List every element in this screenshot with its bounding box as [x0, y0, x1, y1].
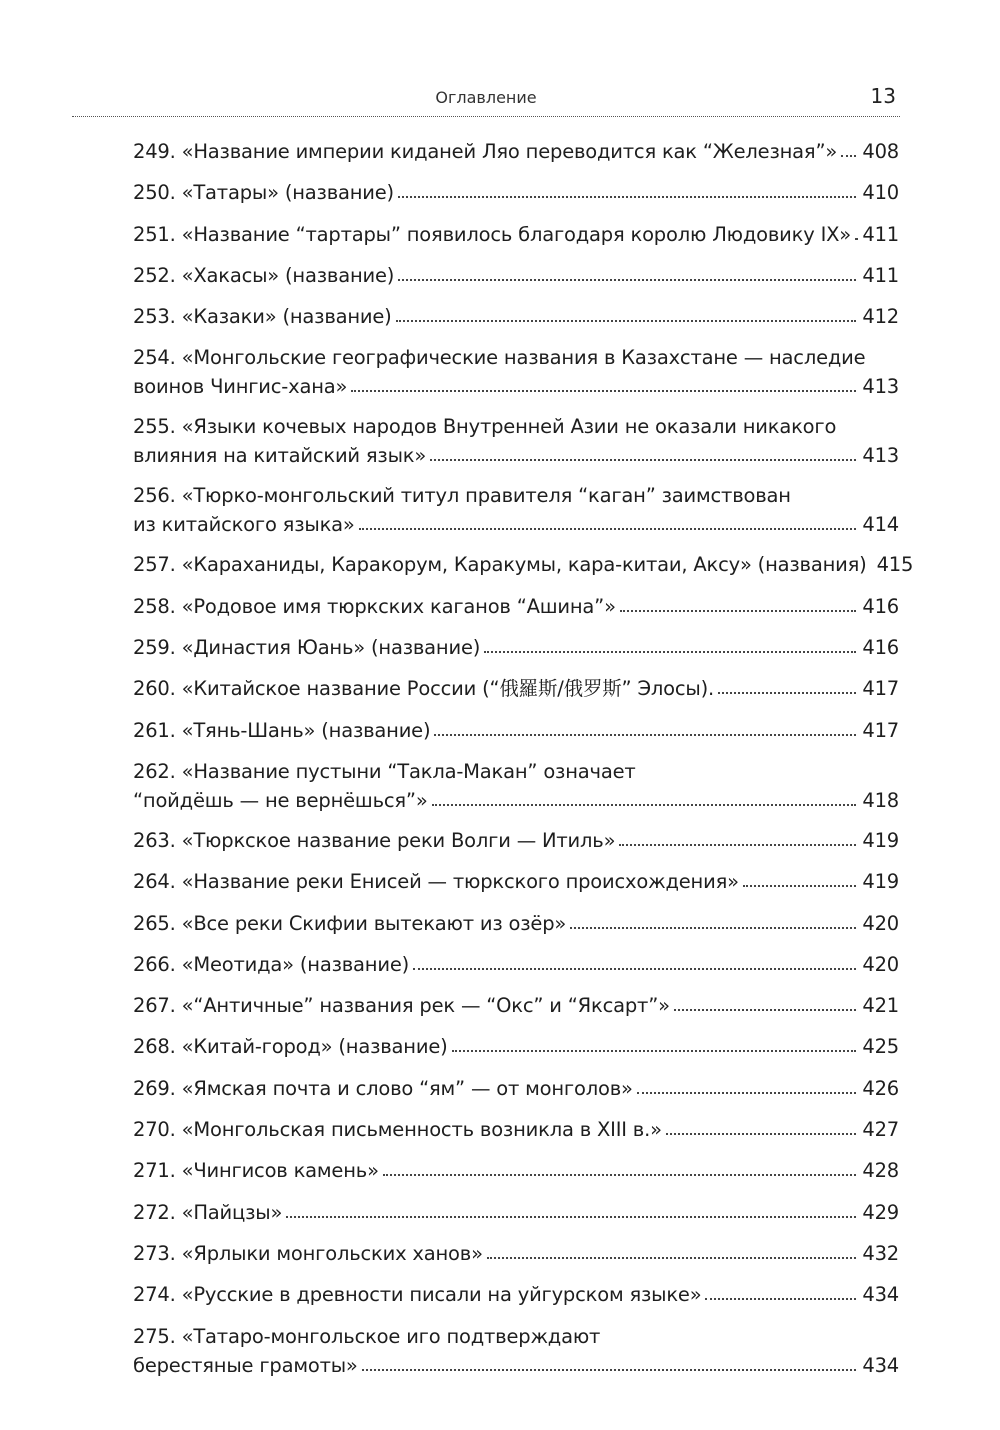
- toc-entry-title-line: 254. «Монгольские географические названия в Казахстане — наследие: [133, 346, 866, 370]
- dot-leader: [383, 1173, 857, 1176]
- toc-entry-page: 420: [862, 952, 899, 976]
- dot-leader: [351, 389, 856, 392]
- toc-entry-title: 270. «Монгольская письменность возникла в XIII в.»: [133, 1118, 662, 1142]
- toc-entry-title: 269. «Ямская почта и слово “ям” — от монголов»: [133, 1076, 633, 1100]
- dot-leader: [855, 237, 856, 240]
- toc-entry-title: 253. «Казаки» (название): [133, 305, 392, 329]
- page-number: 13: [870, 84, 896, 108]
- toc-entry[interactable]: [133, 1031, 899, 1072]
- toc-entry-page: 408: [862, 140, 899, 163]
- toc-entry[interactable]: [133, 632, 899, 673]
- running-title: Оглавление: [435, 88, 537, 107]
- toc-entry-title: 251. «Название “тартары” появилось благодаря королю Людовику IX»: [133, 222, 852, 246]
- toc-entry-title: 257. «Караханиды, Каракорум, Каракумы, кара-китаи, Аксу» (названия): [133, 553, 867, 577]
- toc-entry[interactable]: [133, 260, 899, 301]
- toc-entry[interactable]: [133, 756, 899, 825]
- toc-entry-page: 415: [876, 553, 914, 577]
- toc-entry-page: 426: [862, 1076, 899, 1100]
- dot-leader: [743, 884, 857, 887]
- toc-entry-page: 421: [862, 994, 899, 1018]
- toc-entry[interactable]: [133, 866, 899, 907]
- toc-entry-title: 258. «Родовое имя тюркских каганов “Ашина”»: [133, 594, 616, 618]
- toc-entry[interactable]: [133, 949, 899, 990]
- dot-leader: [398, 278, 856, 281]
- toc-entry-page: 434: [862, 1283, 899, 1307]
- toc-entry[interactable]: [133, 301, 899, 342]
- table-of-contents: [133, 136, 914, 1390]
- dot-leader: [718, 691, 856, 694]
- toc-entry[interactable]: [133, 1197, 899, 1238]
- toc-entry-page: 414: [862, 513, 899, 537]
- toc-entry-title-line: 255. «Языки кочевых народов Внутренней Азии не оказали никакого: [133, 415, 837, 439]
- toc-entry[interactable]: [133, 908, 899, 949]
- toc-entry-title-line: 262. «Название пустыни “Такла-Макан” означает: [133, 759, 636, 783]
- toc-entry-title: 272. «Пайцзы»: [133, 1200, 283, 1224]
- toc-entry-title: воинов Чингис-хана»: [133, 375, 348, 399]
- toc-entry-page: 411: [862, 222, 899, 246]
- dot-leader: [619, 843, 856, 846]
- toc-entry[interactable]: [133, 1073, 899, 1114]
- toc-entry-page: 418: [862, 788, 899, 812]
- toc-entry-page: 411: [862, 263, 899, 287]
- toc-entry[interactable]: [133, 591, 899, 632]
- toc-entry-page: 416: [862, 636, 899, 660]
- dot-leader: [570, 926, 856, 929]
- toc-entry[interactable]: [133, 219, 899, 260]
- toc-entry-title: 267. «“Античные” названия рек — “Окс” и “Яксарт”»: [133, 994, 670, 1018]
- toc-entry-title: 268. «Китай-город» (название): [133, 1035, 448, 1059]
- toc-entry[interactable]: [133, 715, 899, 756]
- toc-entry-page: 419: [862, 870, 899, 894]
- toc-entry-title: 274. «Русские в древности писали на уйгурском языке»: [133, 1283, 702, 1307]
- toc-entry[interactable]: [133, 1321, 899, 1390]
- dot-leader: [430, 458, 856, 461]
- dot-leader: [674, 1008, 857, 1011]
- toc-entry[interactable]: [133, 342, 899, 411]
- dot-leader: [359, 527, 857, 530]
- toc-entry-page: 410: [862, 181, 899, 205]
- toc-entry-title: 271. «Чингисов камень»: [133, 1159, 379, 1183]
- toc-entry-page: 432: [862, 1241, 899, 1265]
- toc-entry[interactable]: [133, 136, 899, 177]
- toc-entry-page: 417: [862, 677, 899, 701]
- toc-entry[interactable]: [133, 825, 899, 866]
- toc-entry-page: 416: [862, 594, 899, 618]
- toc-entry-title: 249. «Название империи киданей Ляо переводится как “Железная”»: [133, 140, 838, 163]
- toc-entry[interactable]: [133, 990, 899, 1031]
- dot-leader: [362, 1368, 857, 1371]
- toc-entry-title: из китайского языка»: [133, 513, 355, 537]
- dot-leader: [413, 967, 856, 970]
- toc-entry-page: 425: [862, 1035, 899, 1059]
- toc-entry-page: 412: [862, 305, 899, 329]
- toc-entry-title: 260. «Китайское название России (“俄羅斯/俄罗斯” Элосы).: [133, 677, 714, 701]
- dot-leader: [841, 154, 856, 157]
- toc-entry-title: 273. «Ярлыки монгольских ханов»: [133, 1241, 483, 1265]
- toc-entry[interactable]: [133, 1279, 899, 1320]
- dot-leader: [398, 195, 856, 198]
- dot-leader: [487, 1256, 857, 1259]
- dot-leader: [666, 1132, 857, 1135]
- toc-entry-page: 420: [862, 911, 899, 935]
- toc-entry[interactable]: [133, 1114, 899, 1155]
- toc-entry-title: 263. «Тюркское название реки Волги — Итиль»: [133, 828, 616, 852]
- page-header: [72, 84, 900, 117]
- toc-entry-title-line: 256. «Тюрко-монгольский титул правителя “каган” заимствован: [133, 484, 791, 508]
- toc-entry-title: 261. «Тянь-Шань» (название): [133, 718, 431, 742]
- toc-entry-page: 419: [862, 828, 899, 852]
- toc-entry-title-line: 275. «Татаро-монгольское иго подтверждают: [133, 1324, 601, 1348]
- toc-entry-title: “пойдёшь — не вернёшься”»: [133, 788, 428, 812]
- toc-entry-page: 417: [862, 718, 899, 742]
- toc-entry[interactable]: [133, 480, 899, 549]
- dot-leader: [620, 609, 857, 612]
- toc-entry-page: 413: [862, 444, 899, 468]
- toc-entry[interactable]: [133, 1155, 899, 1196]
- toc-entry-title: 265. «Все реки Скифии вытекают из озёр»: [133, 911, 567, 935]
- toc-entry-page: 428: [862, 1159, 899, 1183]
- toc-entry-title: влияния на китайский язык»: [133, 444, 427, 468]
- toc-entry-page: 429: [862, 1200, 899, 1224]
- toc-entry-title: 259. «Династия Юань» (название): [133, 636, 481, 660]
- toc-entry-page: 413: [862, 375, 899, 399]
- dot-leader: [432, 803, 857, 806]
- dot-leader: [452, 1049, 857, 1052]
- toc-entry[interactable]: [133, 1238, 899, 1279]
- toc-entry-title: 264. «Название реки Енисей — тюркского происхождения»: [133, 870, 739, 894]
- toc-entry[interactable]: [133, 177, 899, 218]
- toc-entry-title: 250. «Татары» (название): [133, 181, 394, 205]
- dot-leader: [286, 1215, 856, 1218]
- toc-entry-page: 427: [862, 1118, 899, 1142]
- toc-entry-page: 434: [862, 1353, 899, 1377]
- toc-entry[interactable]: [133, 549, 914, 590]
- toc-entry[interactable]: [133, 411, 899, 480]
- toc-entry-title: 266. «Меотида» (название): [133, 952, 410, 976]
- toc-entry-title: берестяные грамоты»: [133, 1353, 358, 1377]
- toc-entry-title: 252. «Хакасы» (название): [133, 263, 395, 287]
- dot-leader: [705, 1297, 856, 1300]
- dot-leader: [396, 319, 857, 322]
- dot-leader: [484, 650, 856, 653]
- dot-leader: [637, 1091, 857, 1094]
- dot-leader: [434, 733, 856, 736]
- toc-entry[interactable]: [133, 673, 899, 714]
